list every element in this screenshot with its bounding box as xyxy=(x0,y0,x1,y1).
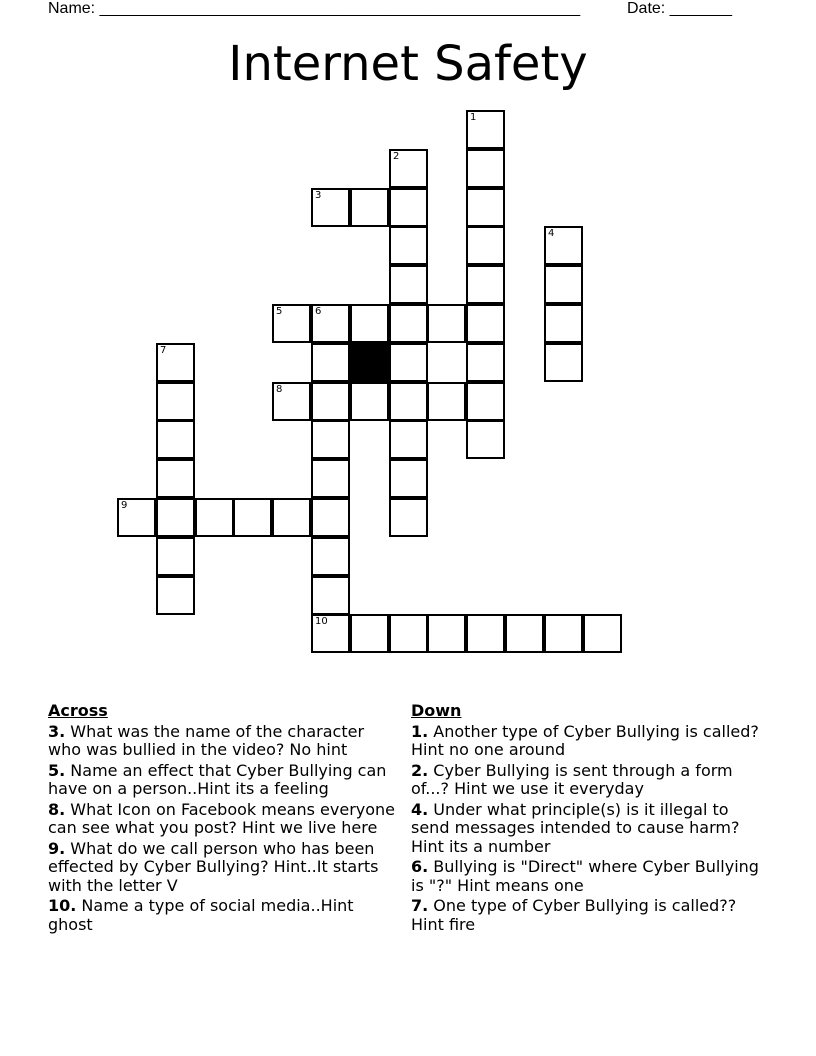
across-heading: Across xyxy=(48,701,108,720)
cell-number: 9 xyxy=(121,500,128,511)
grid-cell[interactable] xyxy=(311,188,350,227)
down-clue xyxy=(411,762,763,799)
name-line: Name: ______________________________________________________ xyxy=(48,0,581,17)
grid-cell[interactable] xyxy=(311,420,350,459)
across-clues xyxy=(48,702,400,936)
clue-text: What Icon on Facebook means everyone can see what you post? Hint we live here xyxy=(48,799,396,837)
clue-text: What do we call person who has been effected by Cyber Bullying? Hint..It starts with the letter V xyxy=(48,838,379,895)
clue-number: 4. xyxy=(411,799,429,819)
grid-cell[interactable] xyxy=(427,614,466,653)
across-clue xyxy=(48,762,400,799)
grid-cell[interactable] xyxy=(311,343,350,382)
cell-number: 6 xyxy=(315,306,322,317)
grid-cell[interactable] xyxy=(427,382,466,421)
grid-cell[interactable] xyxy=(389,188,428,227)
grid-cell[interactable] xyxy=(466,226,505,265)
grid-cell[interactable] xyxy=(195,498,234,537)
grid-cell[interactable] xyxy=(389,382,428,421)
grid-cell[interactable] xyxy=(311,304,350,343)
grid-cell[interactable] xyxy=(505,614,544,653)
grid-cell[interactable] xyxy=(311,498,350,537)
grid-cell[interactable] xyxy=(466,614,505,653)
grid-cell[interactable] xyxy=(466,382,505,421)
clue-text: Another type of Cyber Bullying is called? Hint no one around xyxy=(411,721,759,759)
grid-cell[interactable] xyxy=(156,498,195,537)
grid-cell[interactable] xyxy=(427,304,466,343)
clue-number: 2. xyxy=(411,760,429,780)
grid-cell[interactable] xyxy=(389,420,428,459)
cell-number: 10 xyxy=(315,616,328,627)
clue-number: 3. xyxy=(48,721,66,741)
grid-cell[interactable] xyxy=(350,382,389,421)
clue-text: Cyber Bullying is sent through a form of...? Hint we use it everyday xyxy=(411,760,733,798)
grid-cell[interactable] xyxy=(311,382,350,421)
grid-cell[interactable] xyxy=(350,188,389,227)
cell-number: 7 xyxy=(160,345,167,356)
clue-number: 6. xyxy=(411,857,429,876)
grid-cell[interactable] xyxy=(544,304,583,343)
grid-cell[interactable] xyxy=(272,304,311,343)
grid-cell[interactable] xyxy=(389,149,428,188)
clue-number: 9. xyxy=(48,838,66,858)
grid-cell[interactable] xyxy=(544,343,583,382)
grid-cell[interactable] xyxy=(117,498,156,537)
grid-cell[interactable] xyxy=(156,459,195,498)
clue-text: Bullying is "Direct" where Cyber Bullying is "?" Hint means one xyxy=(411,857,759,895)
down-clue xyxy=(411,897,763,934)
grid-cell[interactable] xyxy=(466,110,505,149)
grid-cell[interactable] xyxy=(311,576,350,615)
grid-cell[interactable] xyxy=(156,537,195,576)
grid-cell[interactable] xyxy=(156,382,195,421)
grid-cell[interactable] xyxy=(272,498,311,537)
cell-number: 2 xyxy=(393,151,400,162)
clue-number: 1. xyxy=(411,721,429,741)
grid-cell[interactable] xyxy=(233,498,272,537)
grid-cell[interactable] xyxy=(389,459,428,498)
clue-text: Under what principle(s) is it illegal to send messages intended to cause harm? Hint its a number xyxy=(411,799,740,856)
grid-cell[interactable] xyxy=(583,614,622,653)
across-clue xyxy=(48,723,400,760)
clue-text: Name a type of social media..Hint ghost xyxy=(48,896,354,934)
down-clue xyxy=(411,723,763,760)
down-heading: Down xyxy=(411,701,462,720)
cell-number: 4 xyxy=(548,228,555,239)
grid-cell[interactable] xyxy=(466,188,505,227)
page-title: Internet Safety xyxy=(228,36,588,92)
grid-cell[interactable] xyxy=(544,226,583,265)
across-clue xyxy=(48,897,400,934)
down-clues xyxy=(411,702,763,936)
grid-cell[interactable] xyxy=(389,265,428,304)
grid-cell[interactable] xyxy=(466,420,505,459)
clue-number: 10. xyxy=(48,896,77,915)
blocked-cell xyxy=(350,343,389,382)
grid-cell[interactable] xyxy=(350,614,389,653)
clue-text: One type of Cyber Bullying is called?? Hint fire xyxy=(411,896,737,934)
grid-cell[interactable] xyxy=(466,265,505,304)
grid-cell[interactable] xyxy=(311,459,350,498)
grid-cell[interactable] xyxy=(350,304,389,343)
grid-cell[interactable] xyxy=(389,498,428,537)
grid-cell[interactable] xyxy=(156,343,195,382)
grid-cell[interactable] xyxy=(466,149,505,188)
clue-number: 7. xyxy=(411,896,429,915)
cell-number: 3 xyxy=(315,190,322,201)
grid-cell[interactable] xyxy=(544,614,583,653)
grid-cell[interactable] xyxy=(389,343,428,382)
grid-cell[interactable] xyxy=(544,265,583,304)
grid-cell[interactable] xyxy=(466,304,505,343)
clue-number: 5. xyxy=(48,760,66,780)
grid-cell[interactable] xyxy=(466,343,505,382)
grid-cell[interactable] xyxy=(272,382,311,421)
cell-number: 1 xyxy=(470,112,477,123)
grid-cell[interactable] xyxy=(389,304,428,343)
cell-number: 8 xyxy=(276,384,283,395)
grid-cell[interactable] xyxy=(311,537,350,576)
clue-number: 8. xyxy=(48,799,66,819)
down-clue xyxy=(411,858,763,895)
across-clue xyxy=(48,801,400,838)
clue-text: Name an effect that Cyber Bullying can have on a person..Hint its a feeling xyxy=(48,760,387,798)
grid-cell[interactable] xyxy=(156,576,195,615)
cell-number: 5 xyxy=(276,306,283,317)
grid-cell[interactable] xyxy=(389,614,428,653)
down-clue xyxy=(411,801,763,857)
grid-cell[interactable] xyxy=(156,420,195,459)
grid-cell[interactable] xyxy=(389,226,428,265)
date-line: Date: _______ xyxy=(627,0,732,17)
grid-cell[interactable] xyxy=(311,614,350,653)
across-clue xyxy=(48,840,400,896)
clue-text: What was the name of the character who was bullied in the video? No hint xyxy=(48,721,365,759)
